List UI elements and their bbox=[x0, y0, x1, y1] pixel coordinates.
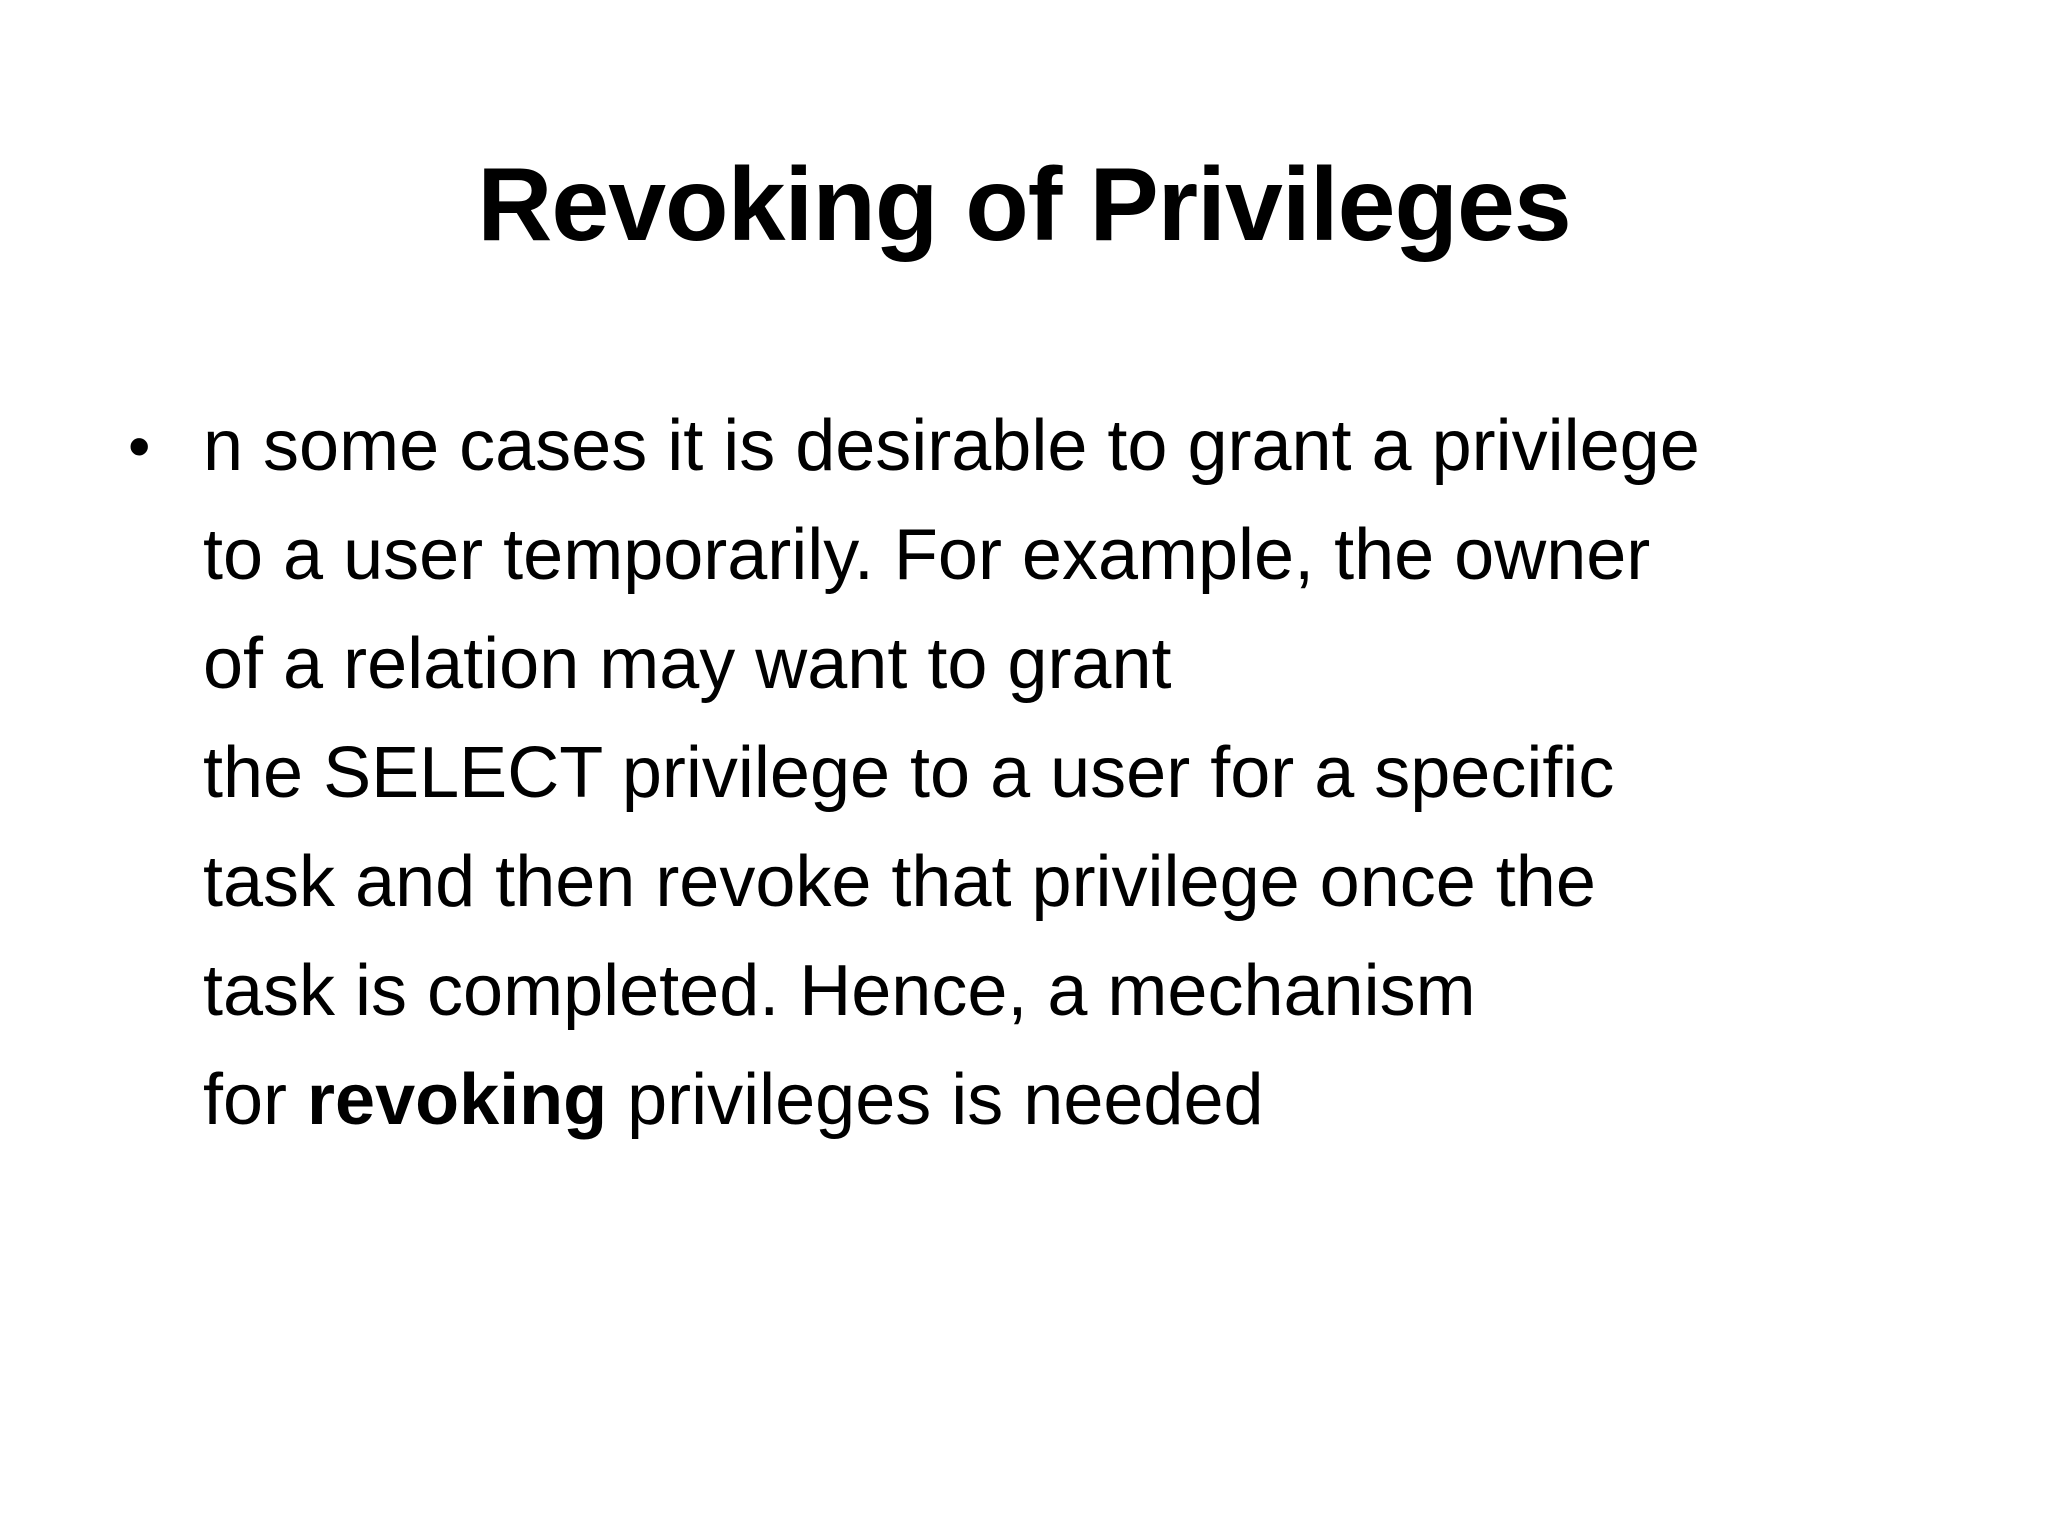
bullet-text-line: to a user temporarily. For example, the owner bbox=[203, 515, 1651, 595]
bullet-text-prefix: for bbox=[203, 1060, 308, 1140]
bullet-text-line: the SELECT privilege to a user for a specific bbox=[203, 733, 1615, 813]
bullet-text-suffix: privileges is needed bbox=[607, 1060, 1264, 1140]
slide-title: Revoking of Privileges bbox=[477, 147, 1571, 263]
bullet-text-line: task is completed. Hence, a mechanism bbox=[203, 951, 1476, 1031]
bullet-list bbox=[128, 392, 1958, 1155]
bullet-text-line: task and then revoke that privilege once the bbox=[203, 842, 1596, 922]
bullet-dot-icon: • bbox=[128, 410, 151, 482]
bullet-text-line: of a relation may want to grant bbox=[203, 624, 1172, 704]
bullet-text-line: n some cases it is desirable to grant a privilege bbox=[203, 406, 1700, 486]
bullet-text-line-final bbox=[203, 1046, 1958, 1155]
bullet-text-emphasis: revoking bbox=[307, 1060, 608, 1140]
bullet-item bbox=[128, 392, 1958, 1155]
